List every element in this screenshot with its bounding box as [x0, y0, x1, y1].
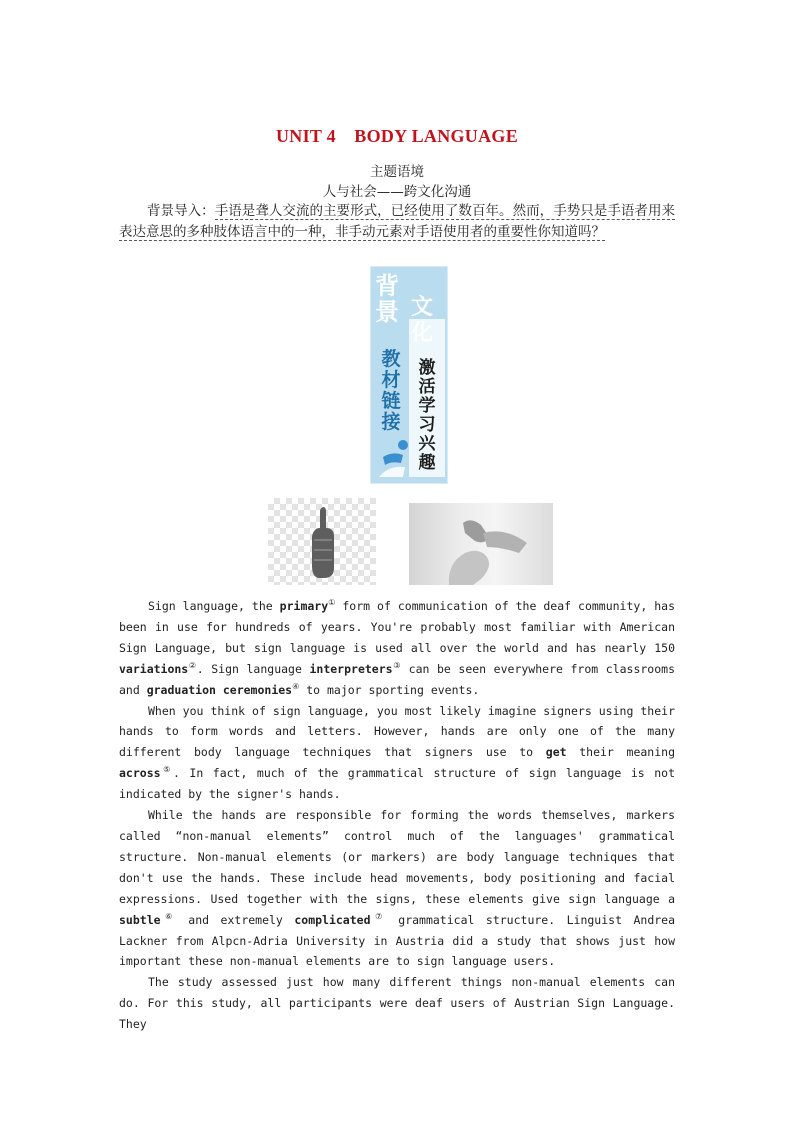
reading-figure-icon [375, 437, 411, 479]
footnote-marker: ⑦ [370, 911, 387, 921]
footnote-marker: ⑥ [160, 911, 177, 921]
text-run: . In fact, much of the grammatical structure of sign language is not indicated by the signer's hands. [119, 766, 676, 802]
vocab-term: primary [279, 599, 329, 613]
banner-left-vertical: 教 材 链 接 [381, 348, 401, 433]
text-run: and extremely [176, 912, 295, 927]
culture-banner [370, 266, 448, 484]
banner-top-left: 背景 [375, 272, 399, 326]
thumbs-up-hand-icon [268, 498, 376, 585]
footnote-marker: ② [188, 660, 197, 670]
vocab-term: get [545, 745, 567, 760]
intro-label: 背景导入： [147, 203, 215, 219]
article-paragraph [119, 805, 675, 972]
banner-right-vertical: 激 活 学 习 兴 趣 [418, 358, 436, 473]
text-run: The study assessed just how many different things non-manual elements can do. For this study, all participants were deaf users of Austrian Sign Language. They [119, 975, 675, 1032]
intro-paragraph [119, 201, 675, 243]
text-run: can be seen everywhere from classrooms and [119, 661, 676, 697]
vocab-term: interpreters [309, 661, 393, 676]
text-run: While the hands are responsible for forming the words themselves, markers called “non-manual elements” control much of the languages' grammatical structure. Non-manual elements (or markers) are body language techniques that don't use the hands. These include head movements, body positioning and facial expressions. Used together with the signs, these elements give sign language a [119, 808, 675, 906]
text-run: . Sign language [196, 661, 310, 676]
thumbs-up-photo [268, 498, 376, 585]
signing-hands-icon [409, 503, 553, 585]
signing-hands-photo [409, 503, 553, 585]
article-paragraph [119, 596, 675, 701]
footnote-marker: ① [328, 598, 336, 608]
text-run: their meaning [566, 745, 675, 760]
article-body [119, 596, 675, 1035]
vocab-term: variations [119, 661, 189, 676]
text-run: to major sporting events. [299, 682, 480, 697]
vocab-term: graduation ceremonies [146, 682, 293, 697]
footnote-marker: ⑤ [160, 765, 173, 775]
text-run: form of communication of the deaf community, has been in use for hundreds of years. You're probably most familiar with American Sign Language, but sign language is used all over the world and has nearly 150 [119, 599, 675, 655]
vocab-term: subtle [119, 912, 161, 927]
vocab-term: complicated [294, 912, 371, 927]
text-run: Sign language, the [148, 599, 280, 613]
article-paragraph [119, 701, 675, 806]
intro-text: 手语是聋人交流的主要形式，已经使用了数百年。然而，手势只是手语者用来表达意思的多种肢体语言中的一种，非手动元素对手语使用者的重要性你知道吗？ [119, 203, 676, 240]
theme-label: 主题语境 [370, 164, 424, 180]
vocab-term: across [119, 766, 161, 781]
text-run: When you think of sign language, you most likely imagine signers using their hands to form words and letters. However, hands are only one of the many different body language techniques that signers use to [119, 703, 675, 760]
article-paragraph [119, 972, 675, 1035]
theme-value: 人与社会——跨文化沟通 [322, 184, 472, 200]
footnote-marker: ④ [292, 681, 300, 691]
text-run: grammatical structure. Linguist Andrea Lackner from Alpcn-Adria University in Austria did a study that shows just how important these non-manual elements are to sign language users. [119, 912, 676, 969]
unit-title: UNIT 4 BODY LANGUAGE [275, 126, 519, 146]
banner-top-right: 文化 [411, 295, 434, 346]
footnote-marker: ③ [392, 660, 402, 670]
